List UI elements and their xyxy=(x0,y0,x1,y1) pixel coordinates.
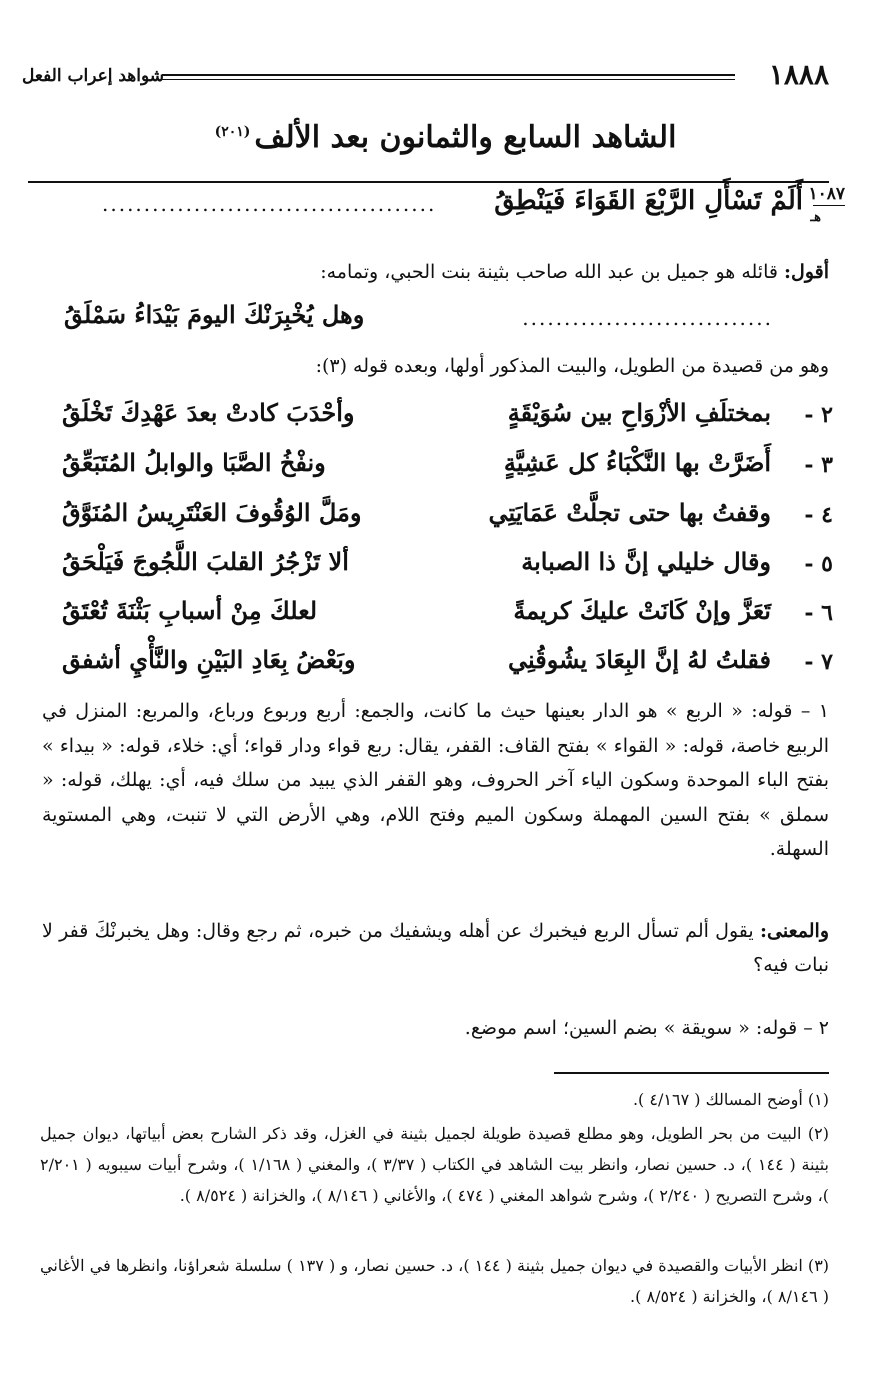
verse-first-half: وقال خليلي إنَّ ذا الصبابة xyxy=(521,547,771,576)
verse-number: ٥ - xyxy=(804,551,833,577)
sharh-paragraph-2 xyxy=(42,914,829,982)
header-rule xyxy=(162,74,735,80)
running-title: شواهد إعراب الفعل xyxy=(22,66,165,86)
verse-number: ٦ - xyxy=(804,600,833,626)
intro-label: أقول: xyxy=(784,261,829,283)
meaning-text: يقول ألم تسأل الربع فيخبرك عن أهله ويشفيك من خبره، ثم رجع وقال: وهل يخبرنْكَ قفر لا نبات فيه؟ xyxy=(42,920,829,976)
sharh-paragraph-3: ٢ – قوله: « سويقة » بضم السين؛ اسم موضع. xyxy=(464,1017,829,1039)
title-footnote-ref: (٢٠١) xyxy=(214,124,251,140)
meaning-label: والمعنى: xyxy=(760,920,829,942)
verse-number: ٧ - xyxy=(804,649,833,675)
shahid-title xyxy=(0,120,891,155)
verse-second-half: ومَلَّ الوُقُوفَ العَنْتَرِيسُ المُنَوَّقُ xyxy=(62,498,362,527)
shahid-verse: أَلَمْ تَسْأَلِ الرَّبْعَ القَوَاءَ فَيَنْطِقُ xyxy=(494,186,803,216)
footnote-2: (٢) البيت من بحر الطويل، وهو مطلع قصيدة طويلة لجميل بثينة في الغزل، وقد ذكر الشارح بعض أبياتها، ديوان جميل بثينة ( ١٤٤ )، د. حسين نصار، وانظر بيت الشاهد في الكتاب ( ٣/٣٧ )، والمغني ( ١/١٦٨ )، وشرح أبيات سيبويه ( ٢/٢٠١ )، وشرح التصريح ( ٢/٢٤٠ )، وشرح شواهد المغني ( ٤٧٤ )، والأغاني ( ٨/١٤٦ )، والخزانة ( ٨/٥٢٤ ). xyxy=(40,1124,829,1205)
page-number: ١٨٨٨ xyxy=(768,58,829,91)
intro-paragraph xyxy=(42,256,829,288)
shahid-title-text: الشاهد السابع والثمانون بعد الألف xyxy=(254,120,677,155)
verse-number: ٤ - xyxy=(804,502,833,528)
shahid-number-bar xyxy=(813,205,845,206)
footnote-1: (١) أوضح المسالك ( ٤/١٦٧ ). xyxy=(632,1090,829,1109)
sharh-paragraph-1: ١ – قوله: « الربع » هو الدار بعينها حيث ما كانت، والجمع: أربع وربوع ورباع، والمربع: المنزل في الربيع خاصة، قوله: « القواء » بفتح القاف: القفر، يقال: ربع قواء ودار قواء؛ أي: خلاء، قوله: « بيداء » بفتح الباء الموحدة وسكون الياء آخر الحروف، وهو القفر الذي يبيد من سلك فيه، أي: يهلك، قوله: « سملق » بفتح السين المهملة وسكون الميم وفتح اللام، وهي الأرض التي لا تنبت، وهي المستوية السهلة. xyxy=(42,700,829,860)
verse-first-half: بمختلَفِ الأزْوَاحِ بين سُوَيْقَةٍ xyxy=(507,398,771,427)
verse-second-half: لعلكَ مِنْ أسبابِ بَثْنَةَ تُعْتَقُ xyxy=(62,596,318,625)
verse-second-half: وبَعْضُ بِعَادِ البَيْنِ والنَّأْيِ أشفق xyxy=(62,645,356,674)
verse-first-half: وقفتُ بها حتى تجلَّتْ عَمَايَتِي xyxy=(488,498,771,527)
verse-second-half: وأحْدَبَ كادتْ بعدَ عَهْدِكَ تَخْلَقُ xyxy=(62,398,355,427)
shahid-number: ١٠٨٧ xyxy=(808,184,845,204)
title-rule xyxy=(28,181,829,183)
verse-number: ٢ - xyxy=(804,402,833,428)
verse-first-half: تَعَزَّ وإنْ كَانَتْ عليكَ كريمةً xyxy=(513,596,771,625)
verse-second-half: ألا تَزْجُرُ القلبَ اللَّجُوجَ فَيَلْحَقُ xyxy=(62,547,349,576)
verse-first-half: فقلتُ لهُ إنَّ البِعَادَ يشُوقُنِي xyxy=(507,645,771,674)
intro-text: قائله هو جميل بن عبد الله صاحب بثينة بنت الحبي، وتمامه: xyxy=(320,261,784,283)
shahid-dots: ........................................ xyxy=(102,192,437,216)
footnote-rule xyxy=(554,1072,829,1074)
shahid-number-suffix: هـ xyxy=(810,210,821,225)
tamam-second-half: وهل يُخْبِرَنْكَ اليومَ بَيْدَاءُ سَمْلَقُ xyxy=(64,300,365,329)
source-line: وهو من قصيدة من الطويل، والبيت المذكور أولها، وبعده قوله (٣): xyxy=(315,355,829,377)
verse-first-half: أَضَرَّتْ بها النَّكْبَاءُ كل عَشِيَّةٍ xyxy=(503,448,771,477)
tamam-dots: .............................. xyxy=(522,306,773,330)
verse-number: ٣ - xyxy=(804,452,833,478)
verse-second-half: ونفْخُ الصَّبَا والوابلُ المُتَبَعِّقُ xyxy=(62,448,326,477)
footnote-3: (٣) انظر الأبيات والقصيدة في ديوان جميل بثينة ( ١٤٤ )، د. حسين نصار، و ( ١٣٧ ) سلسلة شعراؤنا، وانظرها في الأغاني ( ٨/١٤٦ )، والخزانة ( ٨/٥٢٤ ). xyxy=(40,1256,830,1306)
